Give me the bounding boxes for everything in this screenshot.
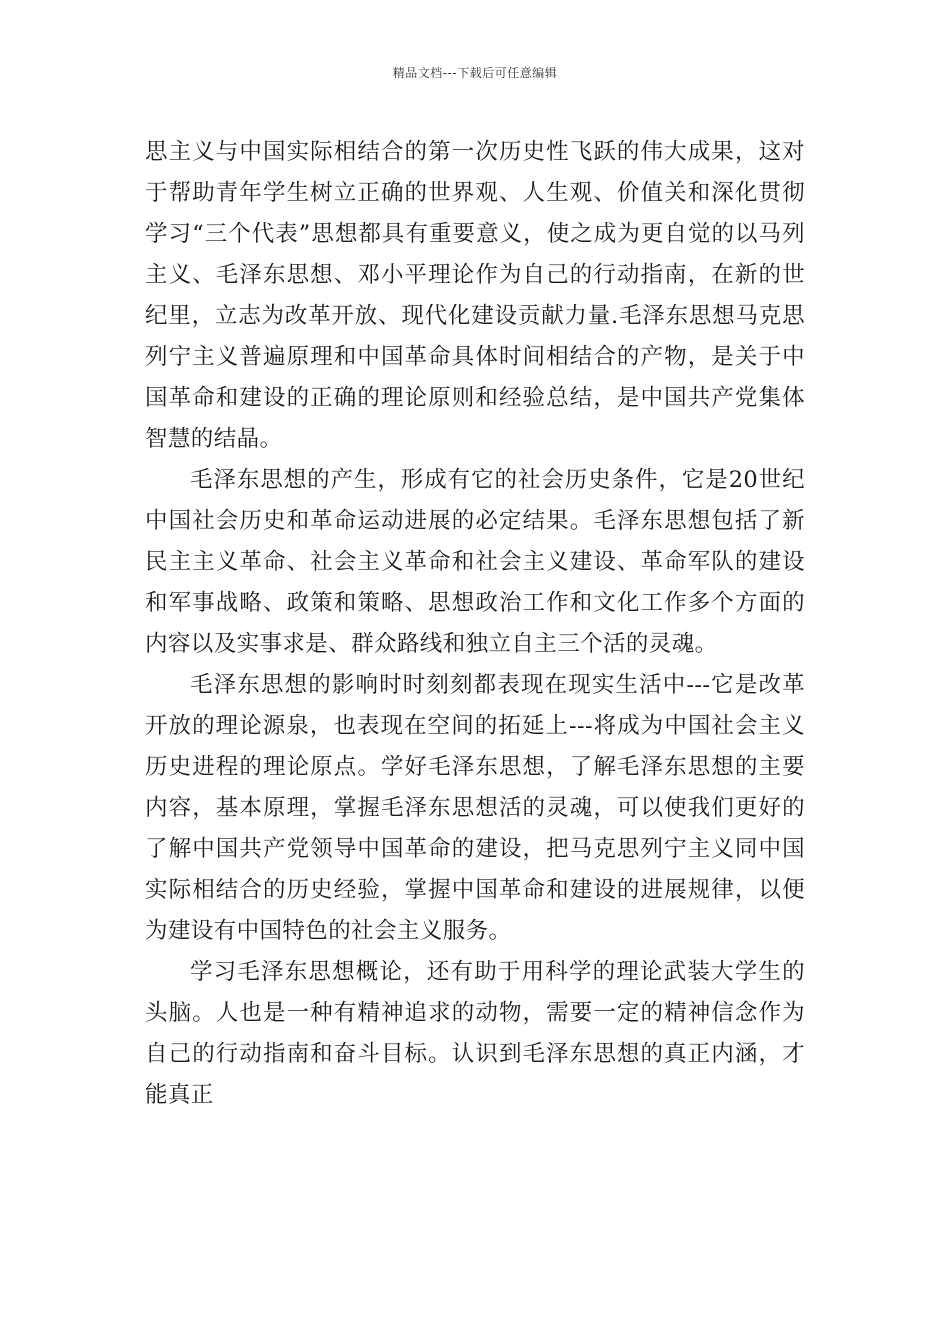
paragraph-1: 思主义与中国实际相结合的第一次历史性飞跃的伟大成果，这对于帮助青年学生树立正确的世界观、人生观、价值关和深化贯彻学习“三个代表”思想都具有重要意义，使之成为更自觉的以马列主义、毛泽东思想、邓小平理论作为自己的行动指南，在新的世纪里，立志为改革开放、现代化建设贡献力量.毛泽东思想马克思列宁主义普遍原理和中国革命具体时间相结合的产物，是关于中国革命和建设的正确的理论原则和经验总结，是中国共产党集体智慧的结晶。 <box>145 139 805 452</box>
paragraph-4: 学习毛泽东思想概论，还有助于用科学的理论武装大学生的头脑。人也是一种有精神追求的动物，需要一定的精神信念作为自己的行动指南和奋斗目标。认识到毛泽东思想的真正内涵，才能真正 <box>145 959 805 1108</box>
document-body <box>145 132 805 1116</box>
paragraph-2: 毛泽东思想的产生，形成有它的社会历史条件，它是20世纪中国社会历史和革命运动进展的必定结果。毛泽东思想包括了新民主主义革命、社会主义革命和社会主义建设、革命军队的建设和军事战略、政策和策略、思想政治工作和文化工作多个方面的内容以及实事求是、群众路线和独立自主三个活的灵魂。 <box>145 467 805 657</box>
page-header: 精品文档---下载后可任意编辑 <box>392 66 558 80</box>
paragraph-3: 毛泽东思想的影响时时刻刻都表现在现实生活中---它是改革开放的理论源泉，也表现在空间的拓延上---将成为中国社会主义历史进程的理论原点。学好毛泽东思想，了解毛泽东思想的主要内容，基本原理，掌握毛泽东思想活的灵魂，可以使我们更好的了解中国共产党领导中国革命的建设，把马克思列宁主义同中国实际相结合的历史经验，掌握中国革命和建设的进展规律，以便为建设有中国特色的社会主义服务。 <box>145 672 805 944</box>
